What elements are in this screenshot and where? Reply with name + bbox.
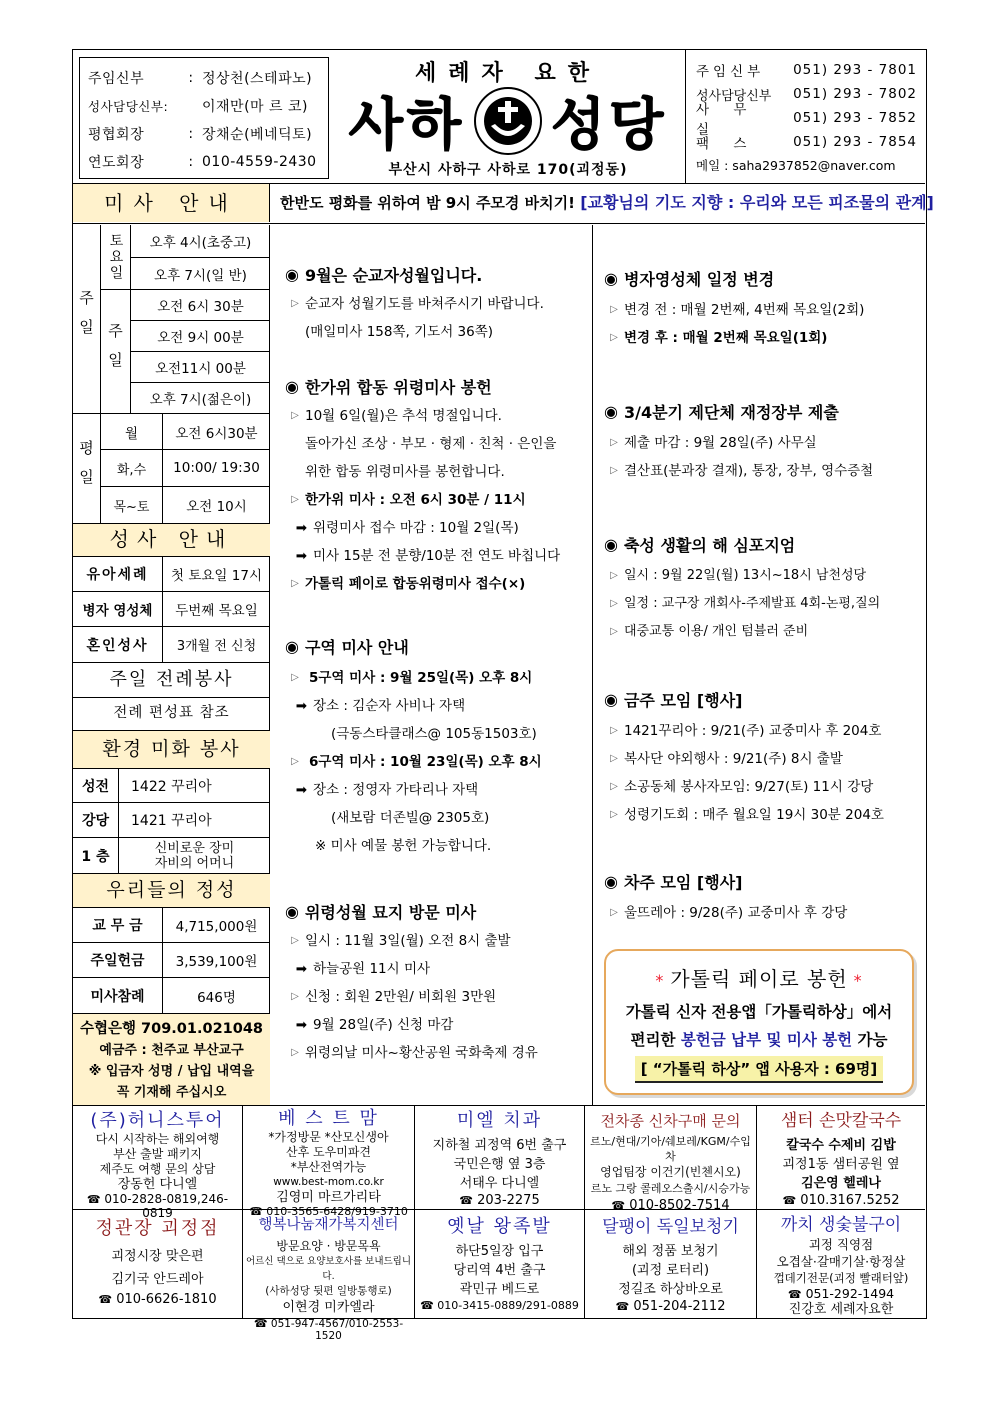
list-item: ▷ 일시 : 11월 3일(월) 오전 8시 출발 <box>285 927 538 955</box>
env-value: 신비로운 장미 자비의 어머니 <box>119 838 270 874</box>
triangle-icon: ▷ <box>610 332 618 343</box>
bullet-icon: ◉ <box>285 377 299 396</box>
sacrament-key: 병자 영성체 <box>73 592 163 627</box>
offering-value: 4,715,000원 <box>163 908 270 943</box>
phone-icon: ☎ <box>420 1299 434 1312</box>
email-link[interactable]: 메일 : saha2937852@naver.com <box>696 158 896 173</box>
triangle-icon: ▷ <box>610 753 618 764</box>
phone-icon: ☎ <box>611 1199 626 1212</box>
sidebar <box>73 225 270 1105</box>
offering-heading: 우리들의 정성 <box>73 874 270 908</box>
weekday-day: 화,수 <box>101 450 163 487</box>
phone-icon: ☎ <box>98 1293 113 1306</box>
mass-info-heading: 미사 안내 <box>73 184 270 222</box>
ad-best-mom: 베 스 트 맘 *가정방문 *산모신생아 산후 도우미파견 *부산전역가능 www.best-mom.co.kr 김영미 마르가리타 ☎ 010-3565-6428/919-3710 <box>243 1106 415 1210</box>
mass-time: 오후 7시(젊은이) <box>131 383 270 414</box>
sacrament-value: 첫 토요일 17시 <box>163 557 270 592</box>
phone-number: ☎ 010.3167.5252 <box>782 1193 900 1208</box>
sacrament-key: 혼인성사 <box>73 627 163 663</box>
bullet-icon: ◉ <box>604 402 618 421</box>
star-icon: * <box>853 971 863 990</box>
list-item: ▷ 위령의날 미사~황산공원 국화축제 경유 <box>285 1039 538 1067</box>
contact-box <box>685 50 927 184</box>
list-item: ➡ 미사 15분 전 분향/10분 전 연도 바칩니다 <box>285 542 560 570</box>
sacrament-heading: 성사 안내 <box>73 524 270 557</box>
phone-icon: ☎ <box>249 1205 263 1218</box>
notice-this-week: ◉ 금주 모임 [행사] ▷ 1421꾸리아 : 9/21(주) 교중미사 후 204호 ▷ 복사단 야외행사 : 9/21(주) 8시 출발 ▷ 소공동체 봉사자모임: 9/27(토) 11시 강당 ▷ 성령기도회 : 매주 월요일 19시 30분 204호 <box>604 688 884 829</box>
title-left: 사하 <box>348 93 465 158</box>
list-item: ➡ 위령미사 접수 마감 : 10월 2일(목) <box>285 514 560 542</box>
mass-time: 오후 4시(초중고) <box>131 225 270 258</box>
contact-row: 성사담당신부 051) 293 - 7802 <box>696 86 917 104</box>
phone-icon: ☎ <box>782 1194 797 1207</box>
sunday-sub-label: 주일 <box>101 290 131 414</box>
sunday-label: 주일 <box>73 225 101 414</box>
triangle-icon: ▷ <box>610 437 618 448</box>
weekday-day: 월 <box>101 414 163 450</box>
masthead-title <box>335 87 681 158</box>
ad-miel-dental: 미엘 치과 지하철 괴정역 6번 출구 국민은행 옆 3층 서태우 다니엘 ☎ 203-2275 <box>415 1106 585 1210</box>
triangle-icon: ▷ <box>610 598 618 609</box>
church-address: 부산시 사하구 사하로 170(괴정동) <box>388 162 628 178</box>
staff-row: 연도회장 : 010-4559-2430 <box>88 154 317 171</box>
list-item: ▷ 복사단 야외행사 : 9/21(주) 8시 출발 <box>604 745 884 773</box>
list-item: ▷ 소공동체 봉사자모임: 9/27(토) 11시 강당 <box>604 773 884 801</box>
env-heading: 환경 미화 봉사 <box>73 731 270 769</box>
notice-chuseok: ◉ 한가위 합동 위령미사 봉헌 ▷ 10월 6일(월)은 추석 명절입니다. 돌아가신 조상 · 부모 · 형제 · 친척 · 은인을 위한 합동 위령미사를 봉헌합니다. ▷ 한가위 미사 : 오전 6시 30분 / 11시 ➡ 위령미사 접수 마감 : 10월 2일(목) ➡ 미사 15분 전 분향/10분 전 연도 바칩니다 ▷ 가톨릭 페이로 합동위령미사 접수(×) <box>285 375 560 598</box>
offering-value: 646명 <box>163 978 270 1014</box>
pay-line: 가톨릭 신자 전용앱「가톨릭하상」에서 <box>625 1003 893 1021</box>
notice-next-week: ◉ 차주 모임 [행사] ▷ 울뜨레아 : 9/28(주) 교중미사 후 강당 <box>604 870 847 927</box>
list-item: 위한 합동 위령미사를 봉헌합니다. <box>305 464 505 480</box>
ads-section <box>73 1105 925 1342</box>
triangle-icon: ▷ <box>291 1047 299 1058</box>
pay-title: * 가톨릭 페이로 봉헌 * <box>655 967 863 991</box>
bulletin-page <box>72 49 934 1342</box>
pay-line: 편리한 봉헌금 납부 및 미사 봉헌 가능 <box>630 1031 888 1049</box>
list-item: ➡ 장소 : 정영자 가타리나 자택 <box>285 776 542 804</box>
arrow-icon: ➡ <box>295 548 307 564</box>
masthead <box>335 50 681 184</box>
ad-jeonggwanjang: 정관장 괴정점 괴정시장 맞은편 김기국 안드레아 ☎ 010-6626-1810 <box>73 1210 243 1319</box>
church-logo-icon <box>473 86 543 156</box>
phone-icon: ☎ <box>86 1193 101 1206</box>
list-item: ▷ 대중교통 이용/ 개인 텀블러 준비 <box>604 618 880 646</box>
list-item: ▷ 가톨릭 페이로 합동위령미사 접수(×) <box>285 570 560 598</box>
contact-row: 사 무 실 051) 293 - 7852 <box>696 102 917 138</box>
account-holder: 예금주 : 천주교 부산교구 <box>99 1043 244 1058</box>
env-key: 강당 <box>73 803 119 838</box>
deposit-note: 꼭 기재해 주십시오 <box>116 1085 227 1100</box>
phone-number: ☎ 010-3565-6428/919-3710 <box>249 1205 408 1218</box>
list-item: ▷ 6구역 미사 : 10월 23일(목) 오후 8시 <box>285 748 542 776</box>
list-item: ▷ 일시 : 9월 22일(월) 13시~18시 남천성당 <box>604 562 880 590</box>
mass-time: 오전11시 00분 <box>131 352 270 383</box>
header <box>73 50 925 184</box>
arrow-icon: ➡ <box>295 782 307 798</box>
triangle-icon: ▷ <box>610 809 618 820</box>
sacrament-value: 두번째 목요일 <box>163 592 270 627</box>
contact-row: 팩 스 051) 293 - 7854 <box>696 134 917 152</box>
arrow-icon: ➡ <box>295 520 307 536</box>
liturgy-value: 전례 편성표 참조 <box>73 698 270 731</box>
arrow-icon: ➡ <box>295 961 307 977</box>
bullet-icon: ◉ <box>604 535 618 554</box>
triangle-icon: ▷ <box>610 304 618 315</box>
triangle-icon: ▷ <box>291 756 299 767</box>
env-key: 1 층 <box>73 838 119 874</box>
pay-users: [ “가톨릭 하상” 앱 사용자 : 69명] <box>635 1056 884 1083</box>
offering-key: 미사참례 <box>73 978 163 1014</box>
triangle-icon: ▷ <box>610 725 618 736</box>
triangle-icon: ▷ <box>291 410 299 421</box>
list-item: ※ 미사 예물 봉헌 가능합니다. <box>315 838 492 854</box>
saturday-label: 토요일 <box>101 225 131 290</box>
phone-number: ☎ 203-2275 <box>459 1193 540 1208</box>
ad-hearing-aid: 달팽이 독일보청기 해외 정품 보청기 (괴정 로터리) 정길조 하상바오로 ☎ 051-204-2112 <box>585 1210 757 1319</box>
phone-number: ☎ 010-3415-0889/291-0889 <box>420 1299 579 1312</box>
mass-time: 오전 9시 00분 <box>131 321 270 352</box>
list-item: ▷ 변경 후 : 매월 2번째 목요일(1회) <box>604 324 864 352</box>
ad-kkachi-bbq: 까치 생숯불구이 괴정 직영점 오겹살·갈매기살·항정살 껍데기전문(괴정 빨래터앞) ☎ 051-292-1494 진강호 세례자요한 <box>757 1210 925 1319</box>
notice-cemetery-mass: ◉ 위령성월 묘지 방문 미사 ▷ 일시 : 11월 3일(월) 오전 8시 출발 ➡ 하늘공원 11시 미사 ▷ 신청 : 회원 2만원/ 비회원 3만원 ➡ 9월 28일(주) 신청 마감 ▷ 위령의날 미사~황산공원 국화축제 경유 <box>285 900 538 1067</box>
bullet-icon: ◉ <box>604 690 618 709</box>
notice-symposium: ◉ 축성 생활의 해 심포지엄 ▷ 일시 : 9월 22일(월) 13시~18시 남천성당 ▷ 일정 : 교구장 개회사-주제발표 4회-논평,질의 ▷ 대중교통 이용/ 개인 텀블러 준비 <box>604 533 880 646</box>
offering-value: 3,539,100원 <box>163 943 270 978</box>
phone-icon: ☎ <box>459 1194 473 1207</box>
list-item: ➡ 하늘공원 11시 미사 <box>285 955 538 983</box>
phone-icon: ☎ <box>253 1317 268 1330</box>
catholic-pay-box <box>604 949 914 1095</box>
contact-row: 주임신부 051) 293 - 7801 <box>696 62 917 80</box>
bullet-icon: ◉ <box>285 902 299 921</box>
notice-ledger: ◉ 3/4분기 제단체 재정장부 제출 ▷ 제출 마감 : 9월 28일(주) 사무실 ▷ 결산표(분과장 결재), 통장, 장부, 영수증철 <box>604 400 873 485</box>
offering-key: 교 무 금 <box>73 908 163 943</box>
list-item: (새보람 더존빌@ 2305호) <box>331 810 490 826</box>
phone-number: ☎ 010-2828-0819,246-0819 <box>86 1192 229 1220</box>
notice-sick-communion: ◉ 병자영성체 일정 변경 ▷ 변경 전 : 매월 2번째, 4번째 목요일(2회) ▷ 변경 후 : 매월 2번째 목요일(1회) <box>604 267 864 352</box>
phone-icon: ☎ <box>787 1288 802 1301</box>
triangle-icon: ▷ <box>610 626 618 637</box>
ad-new-car: 전차종 신차구매 문의 르노/현대/기아/쉐보레/KGM/수입차 영업팀장 이건기(빈첸시오) 르노 그랑 콜레오스출시/시승가능 ☎ 010-8502-7514 <box>585 1106 757 1210</box>
triangle-icon: ▷ <box>610 781 618 792</box>
star-icon: * <box>655 971 665 990</box>
weekday-time: 10:00/ 19:30 <box>163 450 270 487</box>
list-item: ▷ 일정 : 교구장 개회사-주제발표 4회-논평,질의 <box>604 590 880 618</box>
phone-icon: ☎ <box>615 1300 630 1313</box>
list-item: ▷ 5구역 미사 : 9월 25일(목) 오후 8시 <box>285 664 542 692</box>
list-item: ▷ 1421꾸리아 : 9/21(주) 교중미사 후 204호 <box>604 717 884 745</box>
list-item: ▷ 성령기도회 : 매주 월요일 19시 30분 204호 <box>604 801 884 829</box>
list-item: ▷ 10월 6일(월)은 추석 명절입니다. <box>285 402 560 430</box>
list-item: ▷ 울뜨레아 : 9/28(주) 교중미사 후 강당 <box>604 899 847 927</box>
weekday-time: 오전 6시30분 <box>163 414 270 450</box>
bank-account: 수협은행 709.01.021048 <box>79 1021 264 1037</box>
ad-honeys-tour: (주)허니스투어 다시 시작하는 해외여행 부산 출발 패키지 제주도 여행 문의 상담 장동헌 다니엘 ☎ 010-2828-0819,246-0819 <box>73 1106 243 1210</box>
triangle-icon: ▷ <box>610 570 618 581</box>
arrow-icon: ➡ <box>295 1017 307 1033</box>
bullet-icon: ◉ <box>604 269 618 288</box>
ad-welfare-center: 행복나눔재가복지센터 방문요양 · 방문목욕 어르신 댁으로 요양보호사를 보내드립니다. (사하성당 뒷편 일방통행로) 이현경 미카엘라 ☎ 051-947-4567/010-2553-1520 <box>243 1210 415 1319</box>
phone-number: ☎ 010-8502-7514 <box>611 1198 730 1213</box>
triangle-icon: ▷ <box>291 935 299 946</box>
staff-row: 주임신부 : 정상천(스테파노) <box>88 70 313 87</box>
pope-prayer-intention: [교황님의 기도 지향 : 우리와 모든 피조물의 관계] <box>580 193 934 212</box>
list-item: ➡ 장소 : 김순자 사비나 자택 <box>285 692 542 720</box>
title-right: 성당 <box>551 93 668 158</box>
bank-info <box>73 1014 270 1105</box>
notice-column-left <box>273 225 593 1105</box>
env-value: 1422 꾸리아 <box>119 769 270 803</box>
list-item: (매일미사 158쪽, 기도서 36쪽) <box>305 324 494 340</box>
arrow-icon: ➡ <box>295 698 307 714</box>
triangle-icon: ▷ <box>291 578 299 589</box>
list-item: ▷ 변경 전 : 매월 2번째, 4번째 목요일(2회) <box>604 296 864 324</box>
triangle-icon: ▷ <box>610 465 618 476</box>
triangle-icon: ▷ <box>291 494 299 505</box>
triangle-icon: ▷ <box>610 907 618 918</box>
phone-number: ☎ 051-947-4567/010-2553-1520 <box>253 1317 404 1342</box>
list-item: ▷ 제출 마감 : 9월 28일(주) 사무실 <box>604 429 873 457</box>
list-item: ▷ 결산표(분과장 결재), 통장, 장부, 영수증철 <box>604 457 873 485</box>
bullet-icon: ◉ <box>285 637 299 656</box>
notice-district-mass: ◉ 구역 미사 안내 ▷ 5구역 미사 : 9월 25일(목) 오후 8시 ➡ 장소 : 김순자 사비나 자택 (극동스타클래스@ 105동1503호) ▷ 6구역 미사 : 10월 23일(목) 오후 8시 ➡ 장소 : 정영자 가타리나 자택 (새보람 더존빌@ 2305호) ※ 미사 예물 봉헌 가능합니다. <box>285 635 542 860</box>
env-value: 1421 꾸리아 <box>119 803 270 838</box>
phone-number: ☎ 051-204-2112 <box>615 1299 726 1314</box>
banner-text: 한반도 평화를 위하여 밤 9시 주모경 바치기! [교황님의 기도 지향 : 우리와 모든 피조물의 관계] <box>280 193 934 212</box>
list-item: 돌아가신 조상 · 부모 · 형제 · 친척 · 은인을 <box>305 436 557 452</box>
list-item: ➡ 9월 28일(주) 신청 마감 <box>285 1011 538 1039</box>
bullet-icon: ◉ <box>604 872 618 891</box>
triangle-icon: ▷ <box>291 672 299 683</box>
env-key: 성전 <box>73 769 119 803</box>
masthead-subtitle: 세례자 요한 <box>415 61 601 86</box>
bullet-icon: ◉ <box>285 265 299 284</box>
staff-box <box>79 57 329 179</box>
list-item: (극동스타클래스@ 105동1503호) <box>331 726 537 742</box>
staff-row: 성사담당신부: 이재만(마 르 코) <box>88 99 308 115</box>
offering-key: 주일헌금 <box>73 943 163 978</box>
ad-samteo-kalguksu: 샘터 손맛칼국수 칼국수 수제비 김밥 괴정1동 샘터공원 옆 김은영 헬레나 ☎ 010.3167.5252 <box>757 1106 925 1210</box>
notice-martyrs: ◉ 9월은 순교자성월입니다. ▷ 순교자 성월기도를 바쳐주시기 바랍니다. (매일미사 158쪽, 기도서 36쪽) <box>285 263 544 346</box>
deposit-note: ※ 입금자 성명 / 납입 내역을 <box>88 1064 255 1079</box>
mass-banner <box>73 184 934 224</box>
weekday-time: 오전 10시 <box>163 487 270 524</box>
sacrament-key: 유아세례 <box>73 557 163 592</box>
mass-time: 오전 6시 30분 <box>131 290 270 321</box>
phone-number: ☎ 010-6626-1810 <box>98 1292 217 1307</box>
liturgy-heading: 주일 전례봉사 <box>73 663 270 698</box>
mass-time: 오후 7시(일 반) <box>131 258 270 290</box>
weekday-day: 목~토 <box>101 487 163 524</box>
weekday-label: 평일 <box>73 414 101 524</box>
list-item: ▷ 신청 : 회원 2만원/ 비회원 3만원 <box>285 983 538 1011</box>
triangle-icon: ▷ <box>291 298 299 309</box>
list-item: ▷ 순교자 성월기도를 바쳐주시기 바랍니다. <box>285 290 544 318</box>
sacrament-value: 3개월 전 신청 <box>163 627 270 663</box>
list-item: ▷ 한가위 미사 : 오전 6시 30분 / 11시 <box>285 486 560 514</box>
triangle-icon: ▷ <box>291 991 299 1002</box>
phone-number: ☎ 051-292-1494 <box>787 1286 895 1301</box>
staff-row: 평협회장 : 장채순(베네딕토) <box>88 126 313 143</box>
ad-jokbal: 옛날 왕족발 하단5일장 입구 당리역 4번 출구 곽민규 베드로 ☎ 010-3415-0889/291-0889 <box>415 1210 585 1319</box>
